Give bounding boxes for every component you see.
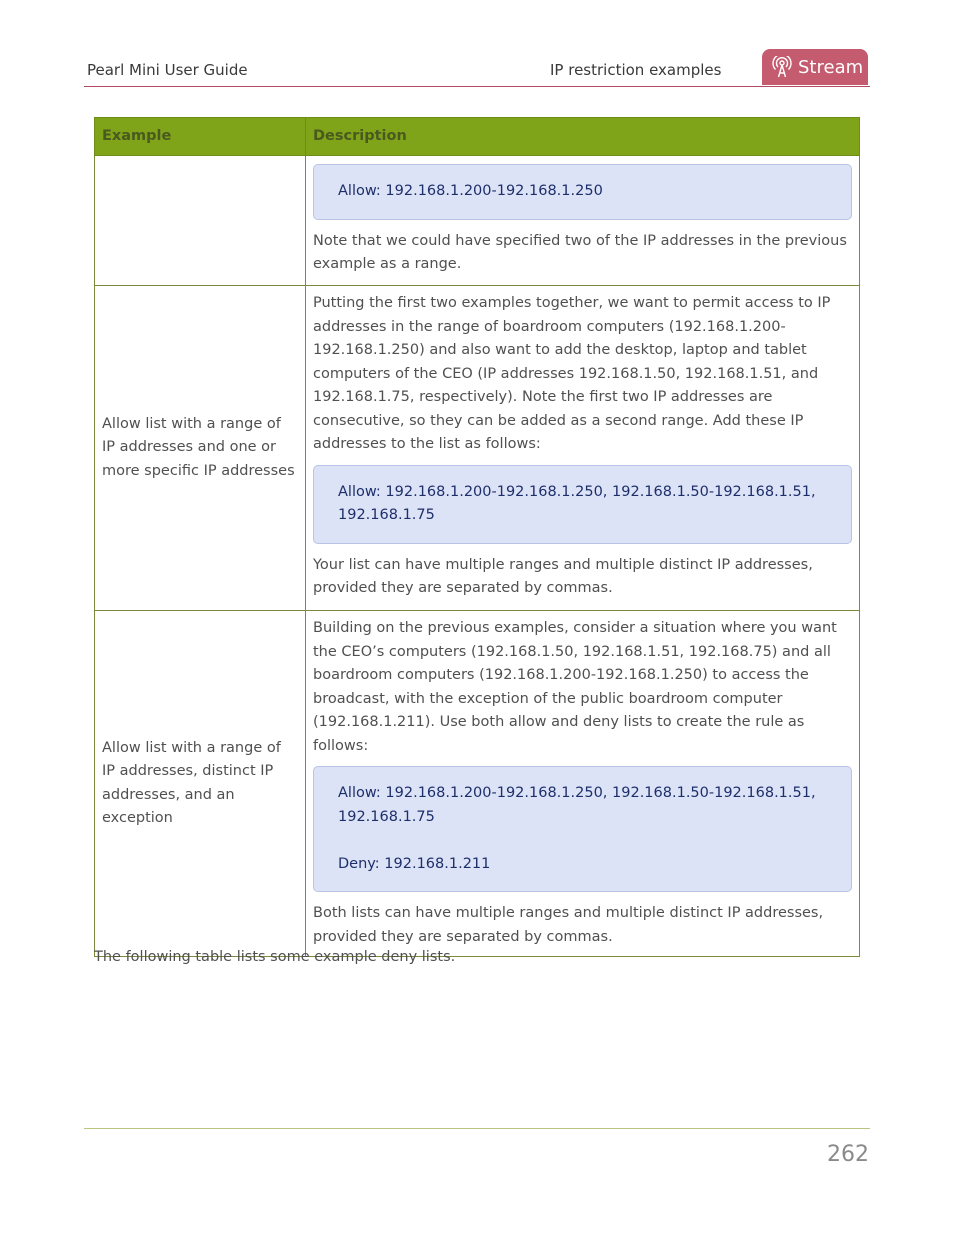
- column-header-description: Description: [306, 118, 860, 156]
- description-intro: Building on the previous examples, consider a situation where you want the CEO’s computers (192.168.1.50, 192.168.1.51, 192.168.75) and all boardroom computers (192.168.1.200-192.168.1.250) to access the broadcast, with the exception of the public boardroom computer (192.168.1.211). Use both allow and deny lists to create the rule as follows:: [313, 620, 837, 754]
- header-divider: [84, 86, 870, 87]
- table-row: [95, 611, 860, 957]
- table-row: [95, 156, 860, 286]
- code-block: [313, 164, 852, 220]
- allow-rule: Allow: 192.168.1.200-192.168.1.250, 192.168.1.50-192.168.1.51, 192.168.1.75: [338, 785, 816, 825]
- allow-rule: Allow: 192.168.1.200-192.168.1.250: [338, 183, 603, 199]
- code-block: [313, 465, 852, 544]
- guide-title: Pearl Mini User Guide: [87, 61, 248, 79]
- footer-divider: [84, 1128, 870, 1129]
- broadcast-tower-icon: [772, 56, 792, 78]
- section-title: IP restriction examples: [550, 61, 722, 79]
- example-cell: [95, 156, 306, 286]
- description-note: Both lists can have multiple ranges and multiple distinct IP addresses, provided they are separated by commas.: [313, 905, 824, 945]
- description-cell: [306, 286, 860, 611]
- table-header-row: [95, 118, 860, 156]
- table-row: [95, 286, 860, 611]
- description-note: Your list can have multiple ranges and multiple distinct IP addresses, provided they are separated by commas.: [313, 556, 813, 596]
- page-number: 262: [827, 1142, 869, 1167]
- deny-rule: Deny: 192.168.1.211: [338, 855, 491, 872]
- description-note: Note that we could have specified two of the IP addresses in the previous example as a range.: [313, 232, 847, 272]
- stream-label: Stream: [798, 56, 864, 78]
- description-intro: Putting the first two examples together, we want to permit access to IP addresses in the range of boardroom computers (192.168.1.200-192.168.1.250) and also want to add the desktop, laptop and tablet computers of the CEO (IP addresses 192.168.1.50, 192.168.1.51, and 192.168.1.75, respectively). Note the first two IP addresses are consecutive, so they can be added as a second range. Add these IP addresses to the list as follows:: [313, 295, 831, 452]
- description-cell: [306, 156, 860, 286]
- following-table-caption: The following table lists some example deny lists.: [94, 949, 456, 965]
- allow-rule: Allow: 192.168.1.200-192.168.1.250, 192.168.1.50-192.168.1.51, 192.168.1.75: [338, 483, 816, 523]
- column-header-example: Example: [95, 118, 306, 156]
- ip-restriction-table: [94, 117, 860, 957]
- description-cell: [306, 611, 860, 957]
- example-cell: Allow list with a range of IP addresses, distinct IP addresses, and an exception: [95, 611, 306, 957]
- stream-logo: [762, 49, 868, 85]
- code-block: [313, 766, 852, 892]
- example-cell: Allow list with a range of IP addresses and one or more specific IP addresses: [95, 286, 306, 611]
